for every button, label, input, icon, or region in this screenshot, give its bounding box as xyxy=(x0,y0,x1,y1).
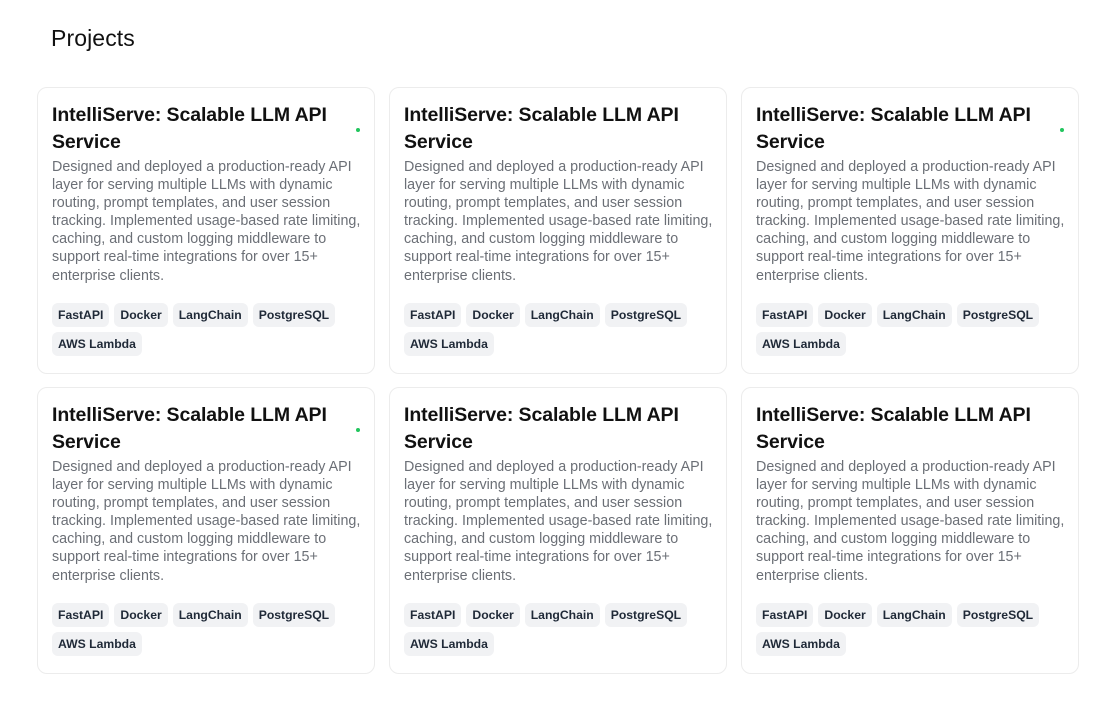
status-dot-icon xyxy=(356,128,360,132)
project-title: IntelliServe: Scalable LLM API Service xyxy=(404,104,679,153)
tag: PostgreSQL xyxy=(957,303,1039,327)
tag: PostgreSQL xyxy=(605,603,687,627)
tag-list xyxy=(756,303,1068,356)
tag: FastAPI xyxy=(404,303,461,327)
status-dot-icon xyxy=(356,428,360,432)
tag: Docker xyxy=(818,303,871,327)
page-title: Projects xyxy=(51,25,135,51)
project-card[interactable] xyxy=(741,87,1079,374)
tag: PostgreSQL xyxy=(253,603,335,627)
project-card[interactable] xyxy=(741,387,1079,674)
tag: FastAPI xyxy=(756,603,813,627)
tag: PostgreSQL xyxy=(253,303,335,327)
project-title: IntelliServe: Scalable LLM API Service xyxy=(52,404,327,453)
tag-list xyxy=(52,303,364,356)
project-card[interactable] xyxy=(37,387,375,674)
tag: LangChain xyxy=(173,303,248,327)
project-description: Designed and deployed a production-ready API layer for serving multiple LLMs with dynamic routing, prompt templates, and user session tracking. Implemented usage-based rate limiting, caching, and custom logging middleware to support real-time integrations for over 15+ enterprise clients. xyxy=(756,459,1065,584)
tag: LangChain xyxy=(525,303,600,327)
tag-list xyxy=(52,603,364,656)
tag-list xyxy=(404,303,716,356)
tag: FastAPI xyxy=(404,603,461,627)
tag: AWS Lambda xyxy=(756,632,846,656)
tag: AWS Lambda xyxy=(404,632,494,656)
project-title: IntelliServe: Scalable LLM API Service xyxy=(404,404,679,453)
tag: LangChain xyxy=(877,303,952,327)
tag: LangChain xyxy=(877,603,952,627)
tag: FastAPI xyxy=(756,303,813,327)
tag: LangChain xyxy=(173,603,248,627)
tag: Docker xyxy=(114,603,167,627)
tag-list xyxy=(756,603,1068,656)
tag: FastAPI xyxy=(52,603,109,627)
project-title: IntelliServe: Scalable LLM API Service xyxy=(756,104,1031,153)
project-title: IntelliServe: Scalable LLM API Service xyxy=(756,404,1031,453)
project-description: Designed and deployed a production-ready API layer for serving multiple LLMs with dynamic routing, prompt templates, and user session tracking. Implemented usage-based rate limiting, caching, and custom logging middleware to support real-time integrations for over 15+ enterprise clients. xyxy=(52,159,361,284)
tag: Docker xyxy=(466,603,519,627)
tag: LangChain xyxy=(525,603,600,627)
tag: PostgreSQL xyxy=(605,303,687,327)
status-dot-icon xyxy=(1060,128,1064,132)
tag: AWS Lambda xyxy=(404,332,494,356)
project-description: Designed and deployed a production-ready API layer for serving multiple LLMs with dynamic routing, prompt templates, and user session tracking. Implemented usage-based rate limiting, caching, and custom logging middleware to support real-time integrations for over 15+ enterprise clients. xyxy=(756,159,1065,284)
project-title: IntelliServe: Scalable LLM API Service xyxy=(52,104,327,153)
tag: AWS Lambda xyxy=(52,332,142,356)
project-description: Designed and deployed a production-ready API layer for serving multiple LLMs with dynamic routing, prompt templates, and user session tracking. Implemented usage-based rate limiting, caching, and custom logging middleware to support real-time integrations for over 15+ enterprise clients. xyxy=(52,459,361,584)
tag: AWS Lambda xyxy=(52,632,142,656)
tag: Docker xyxy=(114,303,167,327)
project-card[interactable] xyxy=(389,87,727,374)
projects-grid xyxy=(37,87,1079,674)
tag-list xyxy=(404,603,716,656)
project-card[interactable] xyxy=(37,87,375,374)
tag: FastAPI xyxy=(52,303,109,327)
project-description: Designed and deployed a production-ready API layer for serving multiple LLMs with dynamic routing, prompt templates, and user session tracking. Implemented usage-based rate limiting, caching, and custom logging middleware to support real-time integrations for over 15+ enterprise clients. xyxy=(404,459,713,584)
project-card[interactable] xyxy=(389,387,727,674)
tag: PostgreSQL xyxy=(957,603,1039,627)
tag: Docker xyxy=(466,303,519,327)
tag: Docker xyxy=(818,603,871,627)
tag: AWS Lambda xyxy=(756,332,846,356)
project-description: Designed and deployed a production-ready API layer for serving multiple LLMs with dynamic routing, prompt templates, and user session tracking. Implemented usage-based rate limiting, caching, and custom logging middleware to support real-time integrations for over 15+ enterprise clients. xyxy=(404,159,713,284)
